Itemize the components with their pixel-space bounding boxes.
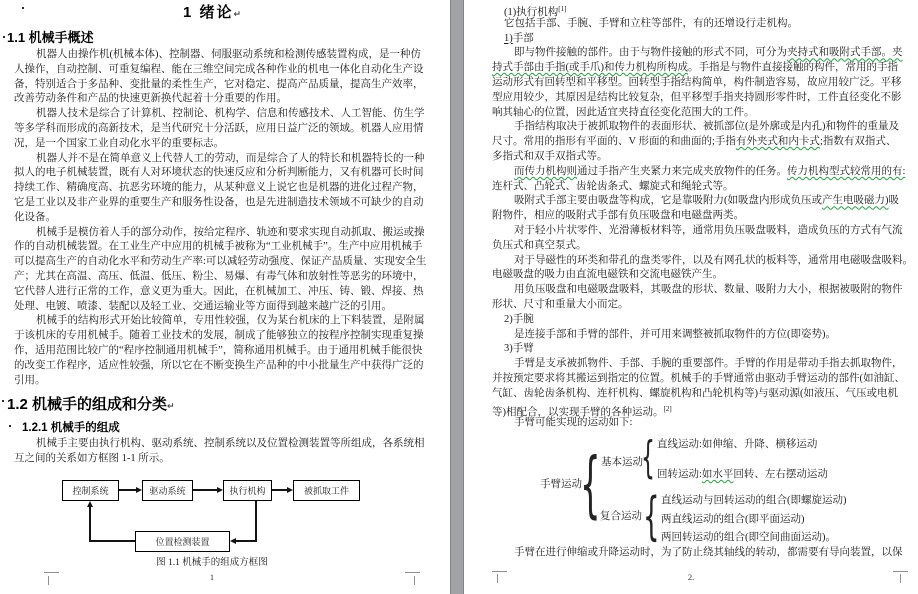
page1-text-column xyxy=(7,2,427,467)
diagram-leaf-screw: 直线运动与回转运动的组合(即螺旋运动) xyxy=(661,495,847,506)
text-line: 等多学科而形成的高新技术，是当代研究十分活跃，应用日益广泛的领域。机器人应用情 xyxy=(14,122,424,134)
diagram-leaf-plane: 两直线运动的组合(即平面运动) xyxy=(661,514,805,525)
text-line: 2)手腕 xyxy=(504,313,534,325)
text-line: 尺寸。常用的指形有平面的、V 形面的和曲面的;手指有外夹式和内卡式;指数有双指式、 xyxy=(492,136,897,148)
flowchart-box-workpiece: 被抓取工件 xyxy=(293,480,360,501)
arrow-left-icon xyxy=(230,538,236,544)
text-line: 手臂可能实现的运动如下: xyxy=(514,417,633,429)
text-line: 并按预定要求将其搬运到指定的位置。机械手的手臂通常由驱动手臂运动的部件(如油缸、 xyxy=(492,372,905,384)
text-line: 备，特别适合于多品种、变批量的柔性生产，它对稳定、提高产品质量，提高生产效率， xyxy=(14,78,424,90)
arrow-right-icon xyxy=(217,487,223,493)
text-line: 作的自动机械装置。在工业生产中应用的机械手被称为“工业机械手”。生产中应用机械手 xyxy=(14,241,423,253)
spellcheck-squiggle-text: 传力机构型式较常用的有: xyxy=(787,165,906,177)
diagram-compound-label: 复合运动 xyxy=(600,511,642,522)
text-line: 吸附式手部主要由吸盘等构成，它是靠吸附力(如吸盘内形成负压或产生电吸磁力)吸 xyxy=(514,195,899,207)
text-line: 处理、电镀、喷漆、装配以及轻工业、交通运输业等方面得到越来越广泛的引用。 xyxy=(14,300,392,312)
heading-style-dot xyxy=(3,36,5,38)
figure-1-1-flowchart xyxy=(0,478,450,578)
chapter-title: 1 绪论↵ xyxy=(182,4,242,21)
paragraph-mark: ↵ xyxy=(167,402,175,413)
text-line: 引用。 xyxy=(14,374,46,386)
document-page-1[interactable] xyxy=(0,0,450,594)
text-line: 它包括手部、手腕、手臂和立柱等部件，有的还增设行走机构。 xyxy=(504,17,798,29)
text-line: 3)手臂 xyxy=(504,343,534,355)
footnote-reference: [2] xyxy=(663,404,672,413)
text-line: 可以提高生产的自动化水平和劳动生产率:可以减轻劳动强度、保证产品质量、实现安全生 xyxy=(14,256,427,268)
flowchart-box-actuator: 执行机构 xyxy=(223,480,272,501)
spellcheck-squiggle-text: 有外夹式和内卡式 xyxy=(735,136,820,148)
page-number: 2. xyxy=(687,572,695,582)
flow-line xyxy=(119,489,136,491)
arm-movement-diagram xyxy=(464,434,918,552)
diagram-root-label: 手臂运动 xyxy=(540,479,582,490)
text-line: 改善劳动条件和产品的快速更新换代起着十分重要的作用。 xyxy=(14,93,287,105)
brace: { xyxy=(580,442,601,526)
text-line: 即与物件接触的部件。由于与物件接触的形式不同，可分为夹持式和吸附式手部。夹 xyxy=(514,47,903,59)
spellcheck-squiggle-text: 而传力机构则 xyxy=(514,165,577,177)
text-line: 的改变工作程序，适应性较强，所以它在不断变换生产品种的中小批量生产中获得广泛的 xyxy=(14,359,424,371)
text-line: 形状、尺寸和重量大小而定。 xyxy=(492,298,629,310)
text-line: 用负压吸盘和电磁吸盘吸料，其吸盘的形状、数量、吸附力大小，根据被吸附的物件 xyxy=(514,284,903,296)
text-line: 作，适用范围比较广的“程序控制通用机械手”，简称通用机械手。由于通用机械手能很快 xyxy=(14,344,423,356)
text-line: 产；尤其在高温、高压、低温、低压、粉尘、易爆、有毒气体和放射性等恶劣的环境中， xyxy=(14,270,424,282)
diagram-basic-label: 基本运动 xyxy=(601,457,643,468)
text-line: 手指结构取决于被抓取物件的表面形状、被抓部位(是外廓或是内孔)和物件的重量及 xyxy=(514,121,899,133)
text-line: 于该机床的专用机械手。随着工业技术的发展，制成了能够独立的按程序控制实现重复操 xyxy=(14,330,424,342)
flow-line xyxy=(272,489,287,491)
text-line: 持式手部由手指(或手爪)和传力机构所构成。手指是与物件直接接触的构件，常用的手指 xyxy=(492,62,898,74)
text-line: 连杆式、凸轮式、齿轮齿条式、螺旋式和绳轮式等。 xyxy=(492,180,734,192)
margin-crop-mark xyxy=(900,574,901,583)
flow-line xyxy=(236,540,257,542)
text-line: 是连接手部和手臂的部件，并可用来调整被抓取物件的方位(即姿势)。 xyxy=(514,328,836,340)
text-line: 附物件，相应的吸附式手部有负压吸盘和电磁盘两类。 xyxy=(492,210,744,222)
section-heading-1-1: 1.1 机械手概述 xyxy=(7,30,94,45)
text-line: 型应用较少，其原因是结构比较复杂，但平移型手指夹持圆形零件时，工件直径变化不影 xyxy=(492,91,902,103)
arrow-right-icon xyxy=(136,487,142,493)
text-line: (1)执行机构[1] xyxy=(504,5,567,18)
document-page-2[interactable] xyxy=(464,0,918,594)
text-line: 拟人的电子机械装置，既有人对环境状态的快速反应和分析判断能力，又有机器可长时间 xyxy=(14,167,424,179)
spellcheck-squiggle-text: 持式手部由手指(或手爪)和传力机构所构成 xyxy=(492,62,688,74)
text-line: 机器人由操作机(机械本体)、控制器、伺服驱动系统和检测传感装置构成，是一种仿 xyxy=(36,49,421,60)
text-line: 化设备。 xyxy=(14,211,56,223)
brace: { xyxy=(641,432,655,483)
text-line: 机械手主要由执行机构、驱动系统、控制系统以及位置检测装置等所组成，各系统相 xyxy=(36,438,425,450)
spellcheck-squiggle-text: 夹持式和吸附式手部。夹 xyxy=(787,47,903,59)
margin-crop-mark xyxy=(893,571,908,572)
arrow-right-icon xyxy=(287,487,293,493)
diagram-leaf-surface: 两回转运动的组合(即空间曲面运动)。 xyxy=(661,532,836,543)
margin-crop-mark xyxy=(414,576,415,585)
text-line: 它代替人进行正常的工作，意义更为重大。因此，在机械加工、冲压、铸、锻、焊接、热 xyxy=(14,285,424,297)
text-line: 等)相配合，以实现手臂的各种运动。[2] xyxy=(492,404,672,418)
text-line: 多指式和双手双指式等。 xyxy=(492,150,608,162)
text-line: 机器人并不是在简单意义上代替人工的劳动，而是综合了人的特长和机器特长的一种 xyxy=(36,152,425,164)
brace: { xyxy=(643,487,660,547)
heading-style-dot xyxy=(2,400,4,402)
text-line: 机械手的结构形式开始比较简单，专用性较强，仅为某台机床的上下料装置，是附属 xyxy=(36,315,425,327)
text-line: 机械手是模仿着人手的部分动作，按给定程序、轨迹和要求实现自动抓取、搬运或操 xyxy=(36,226,425,238)
text-line: 负压式和真空泵式。 xyxy=(492,239,587,251)
section-heading-1-2: 1.2 机械手的组成和分类↵ xyxy=(7,396,175,414)
text-line: 机器人技术是综合了计算机、控制论、机构学、信息和传感技术、人工智能、仿生学 xyxy=(36,108,425,120)
section-heading-1-2-1: 1.2.1 机械手的组成 xyxy=(22,422,120,435)
diagram-leaf-rotary: 回转运动:如水平回转、左右摆动运动 xyxy=(657,469,828,480)
text-line: 运动形式有回转型和平移型。回转型手指结构简单，构件制造容易，故应用较广泛。平移 xyxy=(492,76,902,88)
text-line: 气缸、齿轮齿条机构、连杆机构、螺旋机构和凸轮机构等)与驱动源(如液压、气压或电机 xyxy=(492,387,898,399)
diagram-leaf-linear: 直线运动:如伸缩、升降、横移运动 xyxy=(657,439,818,450)
text-line: 对于轻小片状零件、光滑薄板材料等，通常用负压吸盘吸料，造成负压的方式有气流 xyxy=(514,224,903,236)
figure-caption: 图 1.1 机械手的组成方框图 xyxy=(156,558,268,568)
page-number: 1 xyxy=(209,572,215,582)
text-line: 况，是一个国家工业自动化水平的重要标志。 xyxy=(14,137,224,149)
text-line: 响其轴心的位置，因此适宜夹持直径变化范围大的工件。 xyxy=(492,106,755,118)
text-line: 电磁吸盘的吸力由直流电磁铁和交流电磁铁产生。 xyxy=(492,269,723,281)
text-line: 对于导磁性的环类和带孔的盘类零件，以及有网孔状的板料等，通常用电磁吸盘吸料。 xyxy=(514,254,913,266)
flowchart-box-control-system: 控制系统 xyxy=(62,480,119,501)
flow-line xyxy=(193,489,217,491)
text-line: 而传力机构则通过手指产生夹紧力来完成夹放物件的任务。传力机构型式较常用的有: xyxy=(514,165,906,177)
text-line: 1)手部 xyxy=(504,32,534,44)
page2-text-column xyxy=(492,2,913,431)
heading-style-dot xyxy=(9,425,11,427)
flowchart-box-drive-system: 驱动系统 xyxy=(142,480,193,501)
arrow-up-icon xyxy=(87,501,93,507)
spellcheck-squiggle-text: 产生电吸磁力) xyxy=(822,195,889,207)
flow-line xyxy=(89,507,91,541)
text-line: 手臂是支承被抓物件、手部、手腕的重要部件。手臂的作用是带动手指去抓取物件， xyxy=(514,358,903,370)
text-line: 手臂在进行伸缩或升降运动时，为了防止绕其轴线的转动，都需要有导向装置，以保 xyxy=(514,547,903,558)
text-line: 它是工业以及非产业界的重要生产和服务性设备，也是先进制造技术领域不可缺少的自动 xyxy=(14,196,424,208)
flow-line xyxy=(89,540,135,542)
flowchart-box-position-detector: 位置检测装置 xyxy=(135,531,230,552)
text-line: 互之间的关系如方框图 1-1 所示。 xyxy=(14,453,170,465)
text-line: 人操作，自动控制、可重复编程、能在三维空间完成各种作业的机电一体化自动化生产设 xyxy=(14,63,424,75)
page-gap xyxy=(450,0,464,594)
text-line: 持续工作、精确度高、抗恶劣环境的能力，从某种意义上说它也是机器的进化过程产物， xyxy=(14,182,424,194)
footnote-reference: [1] xyxy=(558,5,567,13)
spellcheck-squiggle-text: 如水平 xyxy=(701,469,734,480)
flow-line xyxy=(255,501,257,541)
paragraph-mark: ↵ xyxy=(233,10,242,20)
